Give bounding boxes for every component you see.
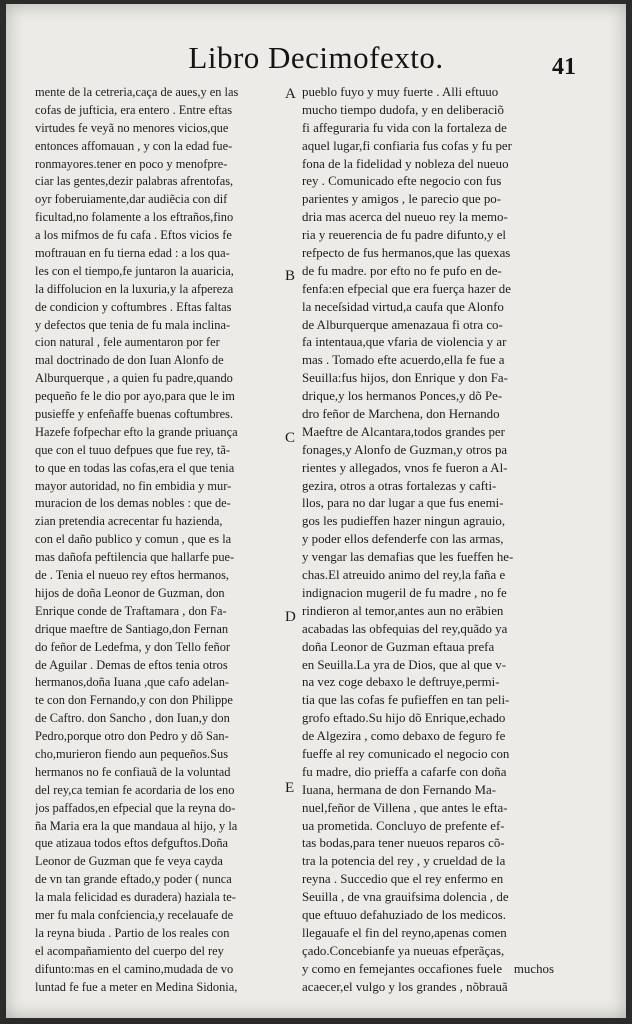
text-line: chas.El atreuido animo del rey,la faña e: [302, 568, 506, 583]
text-line: aquel lugar,fi confiaria fus cofas y fu per: [302, 138, 512, 153]
text-line: llegauafe el fin del reyno,apenas comen: [302, 925, 507, 940]
text-line: Seuilla , de vna grauifsima dolencia , de: [302, 890, 509, 905]
text-line: ronmayores.tener en poco y menofpre-: [35, 156, 228, 171]
text-line: en Seuilla.La yra de Dios, que al que v-: [302, 657, 507, 672]
text-line: Seuilla:fus hijos, don Enrique y don Fa-: [302, 371, 508, 386]
text-line: to que en todas las cofas,era el que tenia: [35, 460, 235, 475]
text-line: que con el tuuo defpues que fue rey, tã-: [35, 442, 230, 457]
text-line: ficultad,no folamente a los eftraños,fino: [35, 210, 234, 225]
text-line: hijos de doña Leonor de Guzman, don: [35, 585, 225, 600]
text-line: indignacion mugeril de fu madre , no fe: [302, 585, 507, 600]
text-line: Leonor de Guzman que fe veya cayda: [35, 854, 223, 869]
text-line: muracion de los demas nobles : que de-: [35, 496, 231, 511]
text-line: ria y reuerencia de fu padre difunto,y el: [302, 228, 507, 243]
text-line: do feñor de Ledefma, y don Tello feñor: [35, 639, 231, 654]
text-line: fi affeguraria fu vida con la fortaleza de: [302, 120, 507, 135]
text-line: Hazefe fofpechar efto la grande priuança: [35, 424, 238, 439]
text-line: mer fu mala confciencia,y recelauafe de: [35, 907, 234, 922]
left-text-column: [35, 84, 291, 996]
text-line: ua prometida. Concluyo de prefente ef-: [302, 818, 505, 833]
text-line: moftrauan en fu tierna edad : a los qua-: [35, 246, 230, 261]
text-line: fenfa:en efpecial que era fuerça hazer de: [302, 281, 511, 296]
text-line: mas dañofa peftilencia que hallarfe pue-: [35, 550, 235, 565]
text-line: Alburquerque , a quien fu padre,quando: [35, 371, 233, 386]
text-line: de . Tenia el nueuo rey eftos hermanos,: [35, 568, 229, 583]
text-line: çado.Concebianfe ya nueuas efperãças,: [302, 943, 505, 958]
text-line: parientes y amigos , le parecio que po-: [302, 192, 502, 207]
text-line: refpecto de fus hermanos,que las quexas: [302, 246, 511, 261]
text-line: fonages,y Alonfo de Guzman,y otros pa: [302, 442, 508, 457]
text-line: cion natural , fele aumentaron por fer: [35, 335, 220, 350]
text-line: mal doctrinado de don Iuan Alonfo de: [35, 353, 224, 368]
text-line: gos les pudieffen hazer ningun agrauio,: [302, 514, 506, 529]
text-line: fu madre, dio prieffa a cafarfe con doña: [302, 764, 507, 779]
text-line: de Algezira , como debaxo de feguro fe: [302, 729, 506, 744]
text-line: y poder ellos defenderfe con las armas,: [302, 532, 504, 547]
text-line: difunto:mas en el camino,mudada de vo: [35, 961, 234, 976]
text-line: Iuana, hermana de don Fernando Ma-: [302, 782, 497, 797]
text-line: rey . Comunicado efte negocio con fus: [302, 174, 502, 189]
text-line: hermanos,doña Iuana ,que cafo adelan-: [35, 675, 230, 690]
text-line: rientes y allegados, vnos fe fueron a Al-: [302, 460, 508, 475]
text-line: fona de la fidelidad y nobleza del nueuo: [302, 156, 509, 171]
text-line: drique,y los hermanos Ponces,y dõ Pe-: [302, 389, 503, 404]
text-line: la reyna biuda . Partio de los reales con: [35, 925, 230, 940]
text-line: tas bodas,para tener nueuos reparos cõ-: [302, 836, 505, 851]
catchword: muchos: [513, 962, 554, 976]
text-line: la mala felicidad es duradera) haziala te-: [35, 890, 236, 905]
text-line: drique maeftre de Santiago,don Fernan: [35, 621, 229, 636]
text-line: a los mifmos de fu cafa . Eftos vicios fe: [35, 228, 232, 243]
folio-number: 41: [552, 54, 576, 80]
text-line: de vn tan grande eftado,y poder ( nunca: [35, 872, 232, 887]
text-line: dro feñor de Marchena, don Hernando: [302, 407, 500, 422]
text-line: luntad fe fue a meter en Medina Sidonia,: [35, 979, 238, 994]
text-line: de condicion y coftumbres . Eftas faltas: [35, 299, 232, 314]
margin-marker-a: A: [285, 86, 296, 102]
text-line: la diffolucion en la luxuria,y la afpereza: [35, 281, 234, 296]
text-line: mucho tiempo dudofa, y en deliberaciõ: [302, 102, 504, 117]
text-line: na vez coge debaxo le deftruye,permi-: [302, 675, 500, 690]
text-line: fa intentaua,que vfaria de violencia y ar: [302, 335, 507, 350]
text-line: virtudes fe veyã no menores vicios,que: [35, 120, 229, 135]
text-line: Maeftre de Alcantara,todos grandes per: [302, 424, 505, 439]
text-line: doña Leonor de Guzman eftaua prefa: [302, 639, 495, 654]
margin-marker-e: E: [285, 780, 295, 796]
text-line: les con el tiempo,fe juntaron la auaricia,: [35, 263, 234, 278]
text-line: mayor autoridad, no fin embidia y mur-: [35, 478, 232, 493]
text-line: que atizaua todos eftos defguftos.Doña: [35, 836, 229, 851]
text-line: Enrique conde de Traftamara , don Fa-: [35, 603, 227, 618]
text-line: de fu madre. por efto no fe pufo en de-: [302, 263, 502, 278]
text-line: Pedro,porque otro don Pedro y dõ San-: [35, 729, 229, 744]
text-line: la neceſsidad virtud,a caufa que Alonfo: [302, 299, 504, 314]
text-line: de Caftro. don Sancho , don Iuan,y don: [35, 711, 230, 726]
text-line: dria mas acerca del nueuo rey la memo-: [302, 210, 508, 225]
text-line: ña Maria era la que mandaua al hijo, y la: [35, 818, 238, 833]
text-line: pusieffe y enfeñaffe buenas coftumbres.: [35, 407, 234, 422]
text-line: grofo eftado.Su hijo dõ Enrique,echado: [302, 711, 506, 726]
text-line: ciar las gentes,dezir palabras afrentofas,: [35, 174, 234, 189]
margin-marker-c: C: [285, 430, 296, 446]
text-line: reyna . Succedio que el rey enfermo en: [302, 872, 504, 887]
margin-marker-b: B: [285, 268, 296, 284]
text-line: pueblo fuyo y muy fuerte . Alli eftuuo: [302, 85, 499, 99]
margin-marker-d: D: [285, 609, 296, 625]
text-line: de Aguilar . Demas de eftos tenia otros: [35, 657, 228, 672]
text-line: mas . Tomado efte acuerdo,ella fe fue a: [302, 353, 505, 368]
text-line: y como en femejantes occafiones fuele: [302, 961, 503, 976]
text-line: cho,murieron fiendo aun pequeños.Sus: [35, 746, 229, 761]
text-line: cofas de jufticia, era entero . Entre eftas: [35, 102, 233, 117]
text-line: del rey,ca temian fe acordaria de los eno: [35, 782, 235, 797]
text-line: el acompañamiento del cuerpo del rey: [35, 943, 224, 958]
text-line: acaecer,el vulgo y los grandes , nõbrauã: [302, 979, 508, 994]
text-line: y vengar las demafias que les fueffen he-: [302, 550, 514, 565]
book-page: [6, 4, 626, 1018]
text-line: hermanos no fe confiauã de la voluntad: [35, 764, 231, 779]
text-line: mente de la cetreria,caça de aues,y en las: [35, 85, 239, 99]
text-line: jos paffados,en efpecial que la reyna do-: [35, 800, 236, 815]
right-text-column: [302, 84, 562, 996]
text-line: tra la potencia del rey , y crueldad de la: [302, 854, 506, 869]
text-line: nuel,feñor de Villena , que antes le efta-: [302, 800, 508, 815]
text-line: fueffe al rey comunicado el negocio con: [302, 746, 510, 761]
running-head: Libro Decimofexto.: [188, 40, 444, 75]
text-line: rindieron al temor,antes aun no erãbien: [302, 603, 504, 618]
text-line: tia que las cofas fe pufieffen en tan peli-: [302, 693, 510, 708]
text-line: te con don Fernando,y con don Philippe: [35, 693, 233, 708]
text-line: acabadas las obfequias del rey,quãdo ya: [302, 621, 508, 636]
text-line: con el daño publico y comun , que es la: [35, 532, 232, 547]
text-line: gezira, otros a otras fortalezas y cafti-: [302, 478, 497, 493]
text-line: zian pretendia acrecentar fu hazienda,: [35, 514, 223, 529]
text-line: y defectos que tenia de fu mala inclina-: [35, 317, 231, 332]
text-line: entonces affomauan , y con la edad fue-: [35, 138, 233, 153]
text-line: pequeño fe le dio por ayo,para que le im: [35, 389, 235, 404]
text-line: oyr foberuiamente,dar audiẽcia con dif: [35, 192, 228, 207]
text-line: de Alburquerque amenazaua fi otra co-: [302, 317, 503, 332]
text-line: llos, para no dar lugar a que fus enemi-: [302, 496, 504, 511]
text-line: que eftuuo defahuziado de los medicos.: [302, 907, 507, 922]
